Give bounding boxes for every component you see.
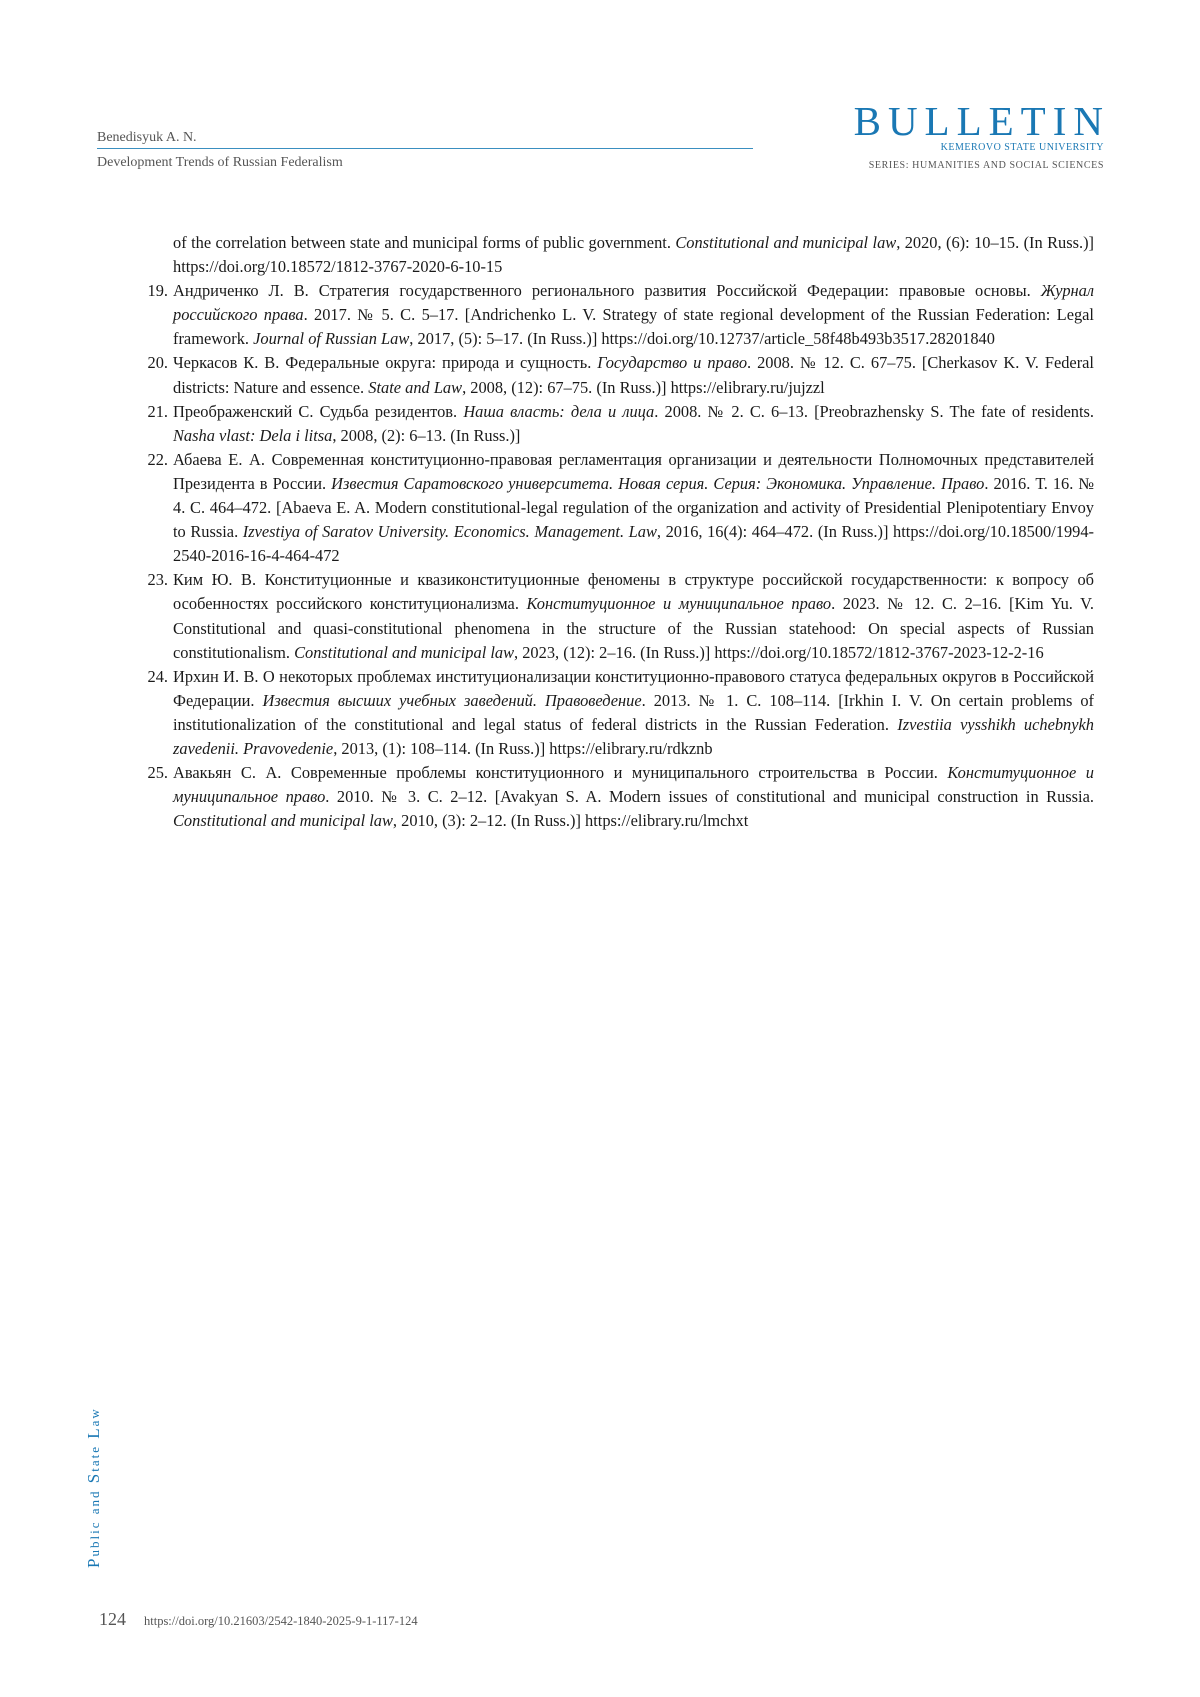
reference-text: . 2017. № 5. С. 5–17. [Andrichenko L. V. Strategy of state regional development of the Russian Federation: Legal framework. xyxy=(173,305,1094,348)
header-rule xyxy=(97,148,753,149)
reference-text: . 2008. № 12. С. 67–75. [Cherkasov K. V. Federal districts: Nature and essence. xyxy=(173,353,1094,396)
reference-number: 23. xyxy=(140,568,168,592)
reference-source-title: Конституционное и муниципальное право xyxy=(527,594,832,613)
sidebar-l: L xyxy=(84,1426,103,1438)
reference-number: 19. xyxy=(140,279,168,303)
reference-text: , 2023, (12): 2–16. (In Russ.)] https://doi.org/10.18572/1812-3767-2023-12-2-16 xyxy=(514,643,1044,662)
sidebar-tate: tate xyxy=(87,1445,102,1472)
reference-text: , 2017, (5): 5–17. (In Russ.)] https://doi.org/10.12737/article_58f48b493b3517.28201840 xyxy=(409,329,995,348)
reference-text: Ким Ю. В. Конституционные и квазиконституционные феномены в структуре российской государственности: к вопросу об особенностях российского конституционализма. xyxy=(173,570,1094,613)
reference-number: 21. xyxy=(140,400,168,424)
reference-text: . 2013. № 1. С. 108–114. [Irkhin I. V. On certain problems of institutionalization of the constitutional and legal status of federal districts in the Russian Federation. xyxy=(173,691,1094,734)
reference-source-title: Известия Саратовского университета. Новая серия. Серия: Экономика. Управление. Право xyxy=(331,474,984,493)
section-sidebar-label xyxy=(84,1407,104,1568)
reference-text: , 2016, 16(4): 464–472. (In Russ.)] https://doi.org/10.18500/1994-2540-2016-16-4-464-472 xyxy=(173,522,1094,565)
reference-source-title: Журнал российского права xyxy=(173,281,1094,324)
journal-series: SERIES: HUMANITIES AND SOCIAL SCIENCES xyxy=(854,160,1104,172)
university-name: KEMEROVO STATE UNIVERSITY xyxy=(854,142,1104,154)
reference-source-title: Наша власть: дела и лица xyxy=(463,402,654,421)
journal-logo xyxy=(854,100,1104,172)
footer-doi-link[interactable]: https://doi.org/10.21603/2542-1840-2025-9-1-117-124 xyxy=(144,1614,418,1628)
reference-item xyxy=(140,351,1094,399)
reference-number: 24. xyxy=(140,665,168,689)
reference-item xyxy=(140,568,1094,664)
sidebar-s: S xyxy=(84,1472,103,1483)
reference-source-title: Государство и право xyxy=(597,353,747,372)
sidebar-p: P xyxy=(84,1557,103,1568)
reference-text: Черкасов К. В. Федеральные округа: природа и сущность. xyxy=(173,353,597,372)
reference-item xyxy=(140,279,1094,351)
journal-name: BULLETIN xyxy=(854,100,1110,142)
reference-text: , 2020, (6): 10–15. (In Russ.)] https://doi.org/10.18572/1812-3767-2020-6-10-15 xyxy=(173,233,1094,276)
reference-source-title: State and Law xyxy=(368,378,462,397)
reference-item xyxy=(140,231,1094,279)
reference-source-title: Constitutional and municipal law xyxy=(675,233,896,252)
reference-text: . 2010. № 3. С. 2–12. [Avakyan S. A. Modern issues of constitutional and municipal construction in Russia. xyxy=(325,787,1094,806)
reference-source-title: Nasha vlast: Dela i litsa xyxy=(173,426,332,445)
reference-source-title: Izvestiia vysshikh uchebnykh zavedenii. Pravovedenie xyxy=(173,715,1094,758)
reference-text: Абаева Е. А. Современная конституционно-правовая регламентация организации и деятельности Полномочных представителей Президента в России. xyxy=(173,450,1094,493)
reference-number: 20. xyxy=(140,351,168,375)
reference-source-title: Constitutional and municipal law xyxy=(294,643,514,662)
header-article-title: Development Trends of Russian Federalism xyxy=(97,154,753,172)
sidebar-aw: aw xyxy=(87,1407,102,1426)
reference-text: . 2016. Т. 16. № 4. С. 464–472. [Abaeva E. A. Modern constitutional-legal regulation of the organization and activity of Presidential Plenipotentiary Envoy to Russia. xyxy=(173,474,1094,541)
reference-text: . 2008. № 2. С. 6–13. [Preobrazhensky S. The fate of residents. xyxy=(654,402,1094,421)
reference-item xyxy=(140,448,1094,568)
reference-number: 25. xyxy=(140,761,168,785)
header-author: Benedisyuk A. N. xyxy=(97,128,753,148)
reference-text: Ирхин И. В. О некоторых проблемах институционализации конституционно-правового статуса федеральных округов в Российской Федерации. xyxy=(173,667,1094,710)
reference-text: of the correlation between state and municipal forms of public government. xyxy=(173,233,675,252)
reference-item xyxy=(140,761,1094,833)
reference-source-title: Конституционное и муниципальное право xyxy=(173,763,1094,806)
reference-source-title: Constitutional and municipal law xyxy=(173,811,393,830)
reference-text: , 2010, (3): 2–12. (In Russ.)] https://elibrary.ru/lmchxt xyxy=(393,811,748,830)
reference-text: Андриченко Л. В. Стратегия государственного регионального развития Российской Федерации: правовые основы. xyxy=(173,281,1041,300)
running-header xyxy=(97,128,753,172)
reference-source-title: Journal of Russian Law xyxy=(253,329,409,348)
page-footer xyxy=(99,1609,418,1630)
sidebar-and: and xyxy=(87,1490,102,1515)
reference-text: , 2008, (12): 67–75. (In Russ.)] https://elibrary.ru/jujzzl xyxy=(462,378,825,397)
reference-number: 22. xyxy=(140,448,168,472)
reference-text: Авакьян С. А. Современные проблемы конституционного и муниципального строительства в России. xyxy=(173,763,947,782)
reference-list xyxy=(140,231,1094,833)
reference-item xyxy=(140,665,1094,761)
page-number: 124 xyxy=(99,1609,126,1629)
reference-item xyxy=(140,400,1094,448)
reference-source-title: Известия высших учебных заведений. Правоведение xyxy=(263,691,642,710)
sidebar-ublic: ublic xyxy=(87,1521,102,1557)
reference-source-title: Izvestiya of Saratov University. Economics. Management. Law xyxy=(243,522,657,541)
reference-text: , 2013, (1): 108–114. (In Russ.)] https://elibrary.ru/rdkznb xyxy=(333,739,712,758)
reference-text: , 2008, (2): 6–13. (In Russ.)] xyxy=(332,426,520,445)
reference-text: Преображенский С. Судьба резидентов. xyxy=(173,402,463,421)
reference-text: . 2023. № 12. С. 2–16. [Kim Yu. V. Constitutional and quasi-constitutional phenomena in the structure of the Russian statehood: On special aspects of Russian constitutionalism. xyxy=(173,594,1094,661)
